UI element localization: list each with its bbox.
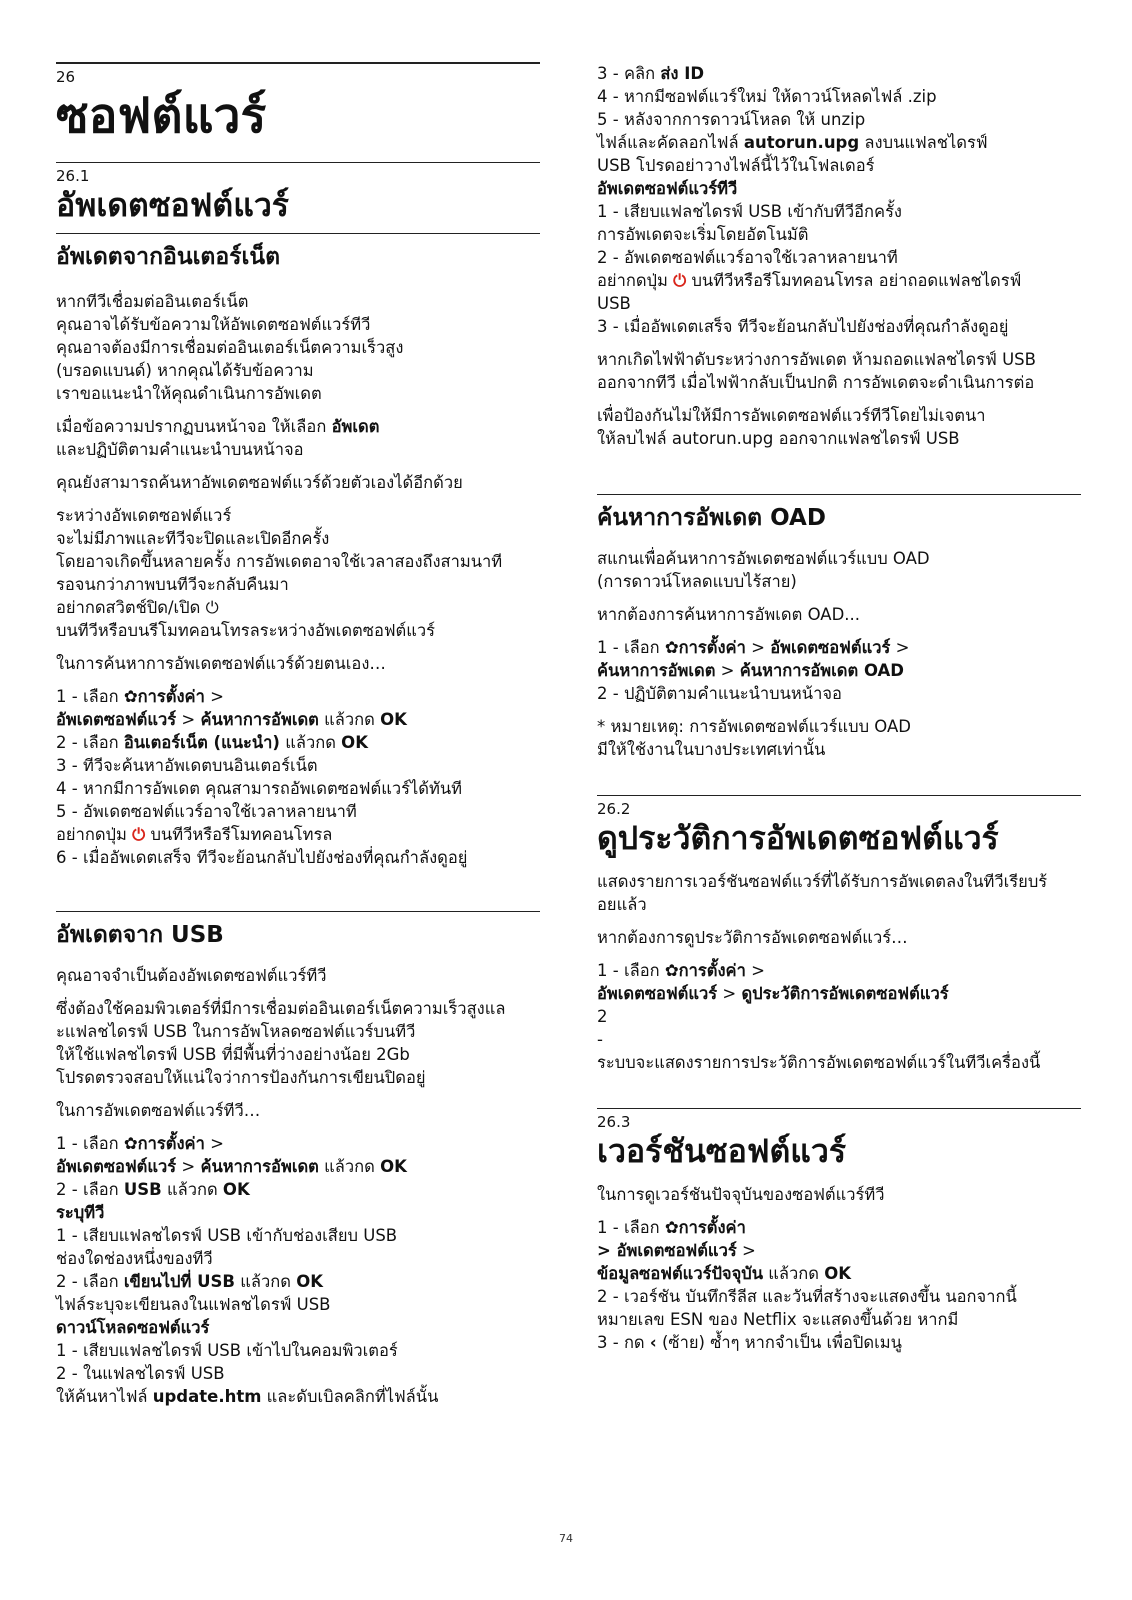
section-title: เวอร์ชันซอฟต์แวร์ [597, 1132, 847, 1170]
section-number: 26.3 [597, 1113, 631, 1131]
paragraph: (บรอดแบนด์) หากคุณได้รับข้อความ [56, 361, 314, 380]
paragraph: หากต้องการค้นหาการอัพเดต OAD... [597, 605, 861, 624]
chapter-rule [56, 62, 540, 64]
step: 5 - หลังจากการดาวน์โหลด ให้ unzip [597, 110, 866, 129]
paragraph: หากต้องการดูประวัติการอัพเดตซอฟต์แวร์… [597, 928, 908, 947]
subsection-title-oad: ค้นหาการอัพเดต OAD [597, 505, 826, 531]
paragraph: บนทีวีหรือบนรีโมทคอนโทรลระหว่างอัพเดตซอฟต์แวร์ [56, 621, 436, 640]
step: 2 - อัพเดตซอฟต์แวร์อาจใช้เวลาหลายนาที [597, 248, 898, 267]
paragraph: และปฏิบัติตามคำแนะนำบนหน้าจอ [56, 440, 304, 459]
paragraph: จะไม่มีภาพและทีวีจะปิดและเปิดอีกครั้ง [56, 529, 330, 548]
paragraph: สแกนเพื่อค้นหาการอัพเดตซอฟต์แวร์แบบ OAD [597, 549, 930, 568]
paragraph: ในการดูเวอร์ชันปัจจุบันของซอฟต์แวร์ทีวี [597, 1185, 885, 1204]
paragraph: แสดงรายการเวอร์ชันซอฟต์แวร์ที่ได้รับการอัพเดตลงในทีวีเรียบร้ [597, 872, 1048, 891]
step: 2 [597, 1007, 608, 1026]
power-icon: ⏻ [205, 598, 219, 617]
chevron-left-icon: ‹ [649, 1333, 657, 1352]
step: 3 - ทีวีจะค้นหาอัพเดตบนอินเตอร์เน็ต [56, 756, 318, 775]
step: ไฟล์ระบุจะเขียนลงในแฟลชไดรฟ์ USB [56, 1295, 331, 1314]
step: ระบบจะแสดงรายการประวัติการอัพเดตซอฟต์แวร์ในทีวีเครื่องนี้ [597, 1053, 1041, 1072]
paragraph: ซึ่งต้องใช้คอมพิวเตอร์ที่มีการเชื่อมต่ออินเตอร์เน็ตความเร็วสูงแล [56, 999, 506, 1018]
paragraph: ในการอัพเดตซอฟต์แวร์ทีวี… [56, 1101, 261, 1120]
gear-icon: ✿ [123, 1134, 138, 1153]
step: > อัพเดตซอฟต์แวร์ > [597, 1241, 756, 1260]
step: 2 - ในแฟลชไดรฟ์ USB [56, 1364, 225, 1383]
step: USB [597, 294, 631, 313]
chapter-title: ซอฟต์แวร์ [56, 88, 267, 144]
step: 3 - กด ‹ (ซ้าย) ซ้ำๆ หากจำเป็น เพื่อปิดเมนู [597, 1333, 902, 1352]
step: 1 - เสียบแฟลชไดรฟ์ USB เข้ากับทีวีอีกครั้ง [597, 202, 902, 221]
step: 1 - เสียบแฟลชไดรฟ์ USB เข้ากับช่องเสียบ USB [56, 1226, 398, 1245]
paragraph: ระหว่างอัพเดตซอฟต์แวร์ [56, 506, 232, 525]
left-column [56, 0, 540, 1408]
step-heading: ระบุทีวี [56, 1203, 105, 1222]
step: 4 - หากมีซอฟต์แวร์ใหม่ ให้ดาวน์โหลดไฟล์ .zip [597, 87, 937, 106]
paragraph: มีให้ใช้งานในบางประเทศเท่านั้น [597, 740, 826, 759]
step-heading: อัพเดตซอฟต์แวร์ทีวี [597, 179, 738, 198]
paragraph: ออกจากทีวี เมื่อไฟฟ้ากลับเป็นปกติ การอัพเดตจะดำเนินการต่อ [597, 373, 1035, 392]
step: ไฟล์และคัดลอกไฟล์ autorun.upg ลงบนแฟลชไดรฟ์ [597, 133, 988, 152]
step: 2 - เลือก อินเตอร์เน็ต (แนะนำ) แล้วกด OK [56, 733, 368, 752]
step: หมายเลข ESN ของ Netflix จะแสดงขึ้นด้วย หากมี [597, 1310, 959, 1329]
step: 1 - เสียบแฟลชไดรฟ์ USB เข้าไปในคอมพิวเตอร์ [56, 1341, 398, 1360]
step: 1 - เลือก ✿การตั้งค่า > [597, 961, 765, 980]
step: 1 - เลือก ✿การตั้งค่า > อัพเดตซอฟต์แวร์ > [597, 638, 910, 657]
step: อย่ากดปุ่ม ⏻ บนทีวีหรือรีโมทคอนโทรล อย่าถอดแฟลชไดรฟ์ [597, 271, 1022, 290]
step: ให้ค้นหาไฟล์ update.htm และดับเบิลคลิกที่ไฟล์นั้น [56, 1387, 439, 1406]
paragraph: หากเกิดไฟฟ้าดับระหว่างการอัพเดต ห้ามถอดแฟลชไดรฟ์ USB [597, 350, 1036, 369]
paragraph: เราขอแนะนำให้คุณดำเนินการอัพเดต [56, 384, 322, 403]
step: ข้อมูลซอฟต์แวร์ปัจจุบัน แล้วกด OK [597, 1264, 852, 1283]
step: 2 - เลือก USB แล้วกด OK [56, 1180, 250, 1199]
paragraph: รอจนกว่าภาพบนทีวีจะกลับคืนมา [56, 575, 289, 594]
paragraph: โดยอาจเกิดขึ้นหลายครั้ง การอัพเดตอาจใช้เวลาสองถึงสามนาที [56, 552, 503, 571]
power-icon: ⏻ [132, 825, 146, 844]
step: 4 - หากมีการอัพเดต คุณสามารถอัพเดตซอฟต์แวร์ได้ทันที [56, 779, 463, 798]
subsection-title-internet: อัพเดตจากอินเตอร์เน็ต [56, 244, 281, 270]
paragraph: เพื่อป้องกันไม่ให้มีการอัพเดตซอฟต์แวร์ทีวีโดยไม่เจตนา [597, 406, 986, 425]
step: 2 - เวอร์ชัน บันทึกรีลีส และวันที่สร้างจะแสดงขึ้น นอกจากนี้ [597, 1287, 1017, 1306]
paragraph: อยแล้ว [597, 895, 647, 914]
paragraph: (การดาวน์โหลดแบบไร้สาย) [597, 572, 797, 591]
step: ช่องใดช่องหนึ่งของทีวี [56, 1249, 213, 1268]
step: 2 - เลือก เขียนไปที่ USB แล้วกด OK [56, 1272, 323, 1291]
paragraph: คุณอาจได้รับข้อความให้อัพเดตซอฟต์แวร์ทีวี [56, 315, 371, 334]
step: 1 - เลือก ✿การตั้งค่า [597, 1218, 746, 1237]
step-heading: ดาวน์โหลดซอฟต์แวร์ [56, 1318, 210, 1337]
paragraph: คุณอาจต้องมีการเชื่อมต่ออินเตอร์เน็ตความเร็วสูง [56, 338, 404, 357]
paragraph: คุณยังสามารถค้นหาอัพเดตซอฟต์แวร์ด้วยตัวเองได้อีกด้วย [56, 473, 463, 492]
paragraph: หากทีวีเชื่อมต่ออินเตอร์เน็ต [56, 292, 249, 311]
gear-icon: ✿ [123, 687, 138, 706]
section-number: 26.1 [56, 167, 90, 185]
paragraph: * หมายเหตุ: การอัพเดตซอฟต์แวร์แบบ OAD [597, 717, 911, 736]
paragraph: คุณอาจจำเป็นต้องอัพเดตซอฟต์แวร์ทีวี [56, 966, 327, 985]
section-rule [597, 795, 1081, 796]
paragraph: ในการค้นหาการอัพเดตซอฟต์แวร์ด้วยตนเอง… [56, 654, 386, 673]
paragraph: ให้ลบไฟล์ autorun.upg ออกจากแฟลชไดรฟ์ USB [597, 429, 960, 448]
paragraph: อย่ากดสวิตช์ปิด/เปิด ⏻ [56, 598, 219, 617]
step: 6 - เมื่ออัพเดตเสร็จ ทีวีจะย้อนกลับไปยังช่องที่คุณกำลังดูอยู่ [56, 848, 468, 867]
step: อัพเดตซอฟต์แวร์ > ค้นหาการอัพเดต แล้วกด OK [56, 710, 407, 729]
step: USB โปรดอย่าวางไฟล์นี้ไว้ในโฟลเดอร์ [597, 156, 875, 175]
step: 1 - เลือก ✿การตั้งค่า > [56, 687, 224, 706]
section-rule [56, 162, 540, 163]
step: - [597, 1030, 603, 1049]
subsection-title-usb: อัพเดตจาก USB [56, 922, 224, 948]
paragraph: ให้ใช้แฟลชไดรฟ์ USB ที่มีพื้นที่ว่างอย่างน้อย 2Gb [56, 1045, 410, 1064]
step: อัพเดตซอฟต์แวร์ > ค้นหาการอัพเดต แล้วกด OK [56, 1157, 407, 1176]
step: 1 - เลือก ✿การตั้งค่า > [56, 1134, 224, 1153]
gear-icon: ✿ [664, 961, 679, 980]
step: 2 - ปฏิบัติตามคำแนะนำบนหน้าจอ [597, 684, 842, 703]
power-icon: ⏻ [673, 271, 687, 290]
page-number: 74 [559, 1532, 573, 1545]
gear-icon: ✿ [664, 1218, 679, 1237]
step: 3 - คลิก ส่ง ID [597, 64, 705, 83]
gear-icon: ✿ [664, 638, 679, 657]
step: 5 - อัพเดตซอฟต์แวร์อาจใช้เวลาหลายนาที [56, 802, 357, 821]
section-title: ดูประวัติการอัพเดตซอฟต์แวร์ [597, 819, 999, 857]
paragraph: ะแฟลชไดรฟ์ USB ในการอัพโหลดซอฟต์แวร์บนทีวี [56, 1022, 416, 1041]
step: 3 - เมื่ออัพเดตเสร็จ ทีวีจะย้อนกลับไปยังช่องที่คุณกำลังดูอยู่ [597, 317, 1009, 336]
right-column [597, 0, 1081, 1354]
section-title: อัพเดตซอฟต์แวร์ [56, 186, 289, 224]
section-number: 26.2 [597, 800, 631, 818]
step: อัพเดตซอฟต์แวร์ > ดูประวัติการอัพเดตซอฟต์แวร์ [597, 984, 949, 1003]
step: ค้นหาการอัพเดต > ค้นหาการอัพเดต OAD [597, 661, 904, 680]
paragraph: เมื่อข้อความปรากฏบนหน้าจอ ให้เลือก อัพเดต [56, 417, 380, 436]
section-rule [597, 1108, 1081, 1109]
step: การอัพเดตจะเริ่มโดยอัตโนมัติ [597, 225, 809, 244]
paragraph: โปรดตรวจสอบให้แน่ใจว่าการป้องกันการเขียนปิดอยู่ [56, 1068, 426, 1087]
step: อย่ากดปุ่ม ⏻ บนทีวีหรือรีโมทคอนโทรล [56, 825, 333, 844]
chapter-number: 26 [56, 68, 76, 86]
